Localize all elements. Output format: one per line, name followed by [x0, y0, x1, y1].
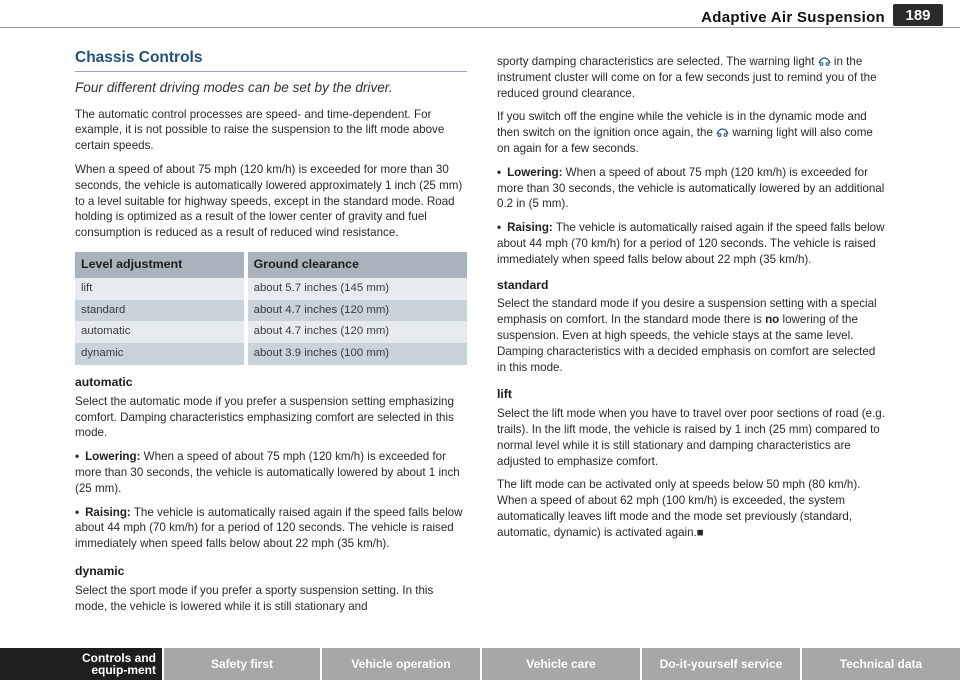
dynamic-heading: dynamic: [75, 563, 125, 578]
dynamic-continued-paragraph: [497, 54, 887, 101]
table-row: [75, 278, 467, 300]
footer-nav: [0, 648, 960, 680]
tab-vehicle-operation[interactable]: Vehicle operation: [320, 648, 480, 680]
table-cell: lift: [75, 278, 246, 300]
table-header-row: [75, 252, 467, 278]
running-header-title: Adaptive Air Suspension: [701, 9, 885, 26]
raising-text: The vehicle is automatically raised again if the speed falls below about 44 mph (70 km/h) for a period of 120 seconds. The vehicle is raised immediately when speed falls below about 22 mph (35 km/h).: [497, 221, 885, 266]
standard-heading: standard: [497, 277, 549, 292]
lift-text-1: Select the lift mode when you have to travel over poor sections of road (e.g. trails). In the lift mode, the vehicle is raised by 1 inch (25 mm) compared to normal level while it is still stationary and damping characteristics are adjusted to emphasize comfort.: [497, 407, 885, 468]
text-span: lowering of the suspension. Even at high speeds, the vehicle stays at the same level. Damping characteristics with a decided emphasis on comfort are selected in this mode.: [497, 313, 876, 374]
left-column: [75, 50, 467, 622]
suspension-warning-icon: [716, 128, 729, 137]
lowering-text: When a speed of about 75 mph (120 km/h) is exceeded for more than 30 seconds, the vehicle is automatically lowered by about 1 inch (25 mm).: [75, 450, 460, 495]
text-span: Select the standard mode if you desire a suspension setting with a special emphasis on comfort. In the standard mode there is: [497, 297, 877, 327]
table-cell: about 5.7 inches (145 mm): [246, 278, 467, 300]
automatic-heading: automatic: [75, 374, 133, 389]
automatic-text: Select the automatic mode if you prefer a suspension setting emphasizing comfort. Damping characteristics emphasizing comfort are selected in this mode.: [75, 394, 454, 440]
lift-text-2: [497, 477, 887, 540]
bold-no: no: [765, 313, 780, 327]
raising-label: Raising:: [507, 221, 553, 235]
dynamic-lowering-item: [497, 165, 887, 212]
text-span: in the instrument cluster will come on for a few seconds just to remind you of the reduced ground clearance.: [497, 55, 877, 100]
text-span: sporty damping characteristics are selected. The warning light: [497, 55, 818, 68]
table-cell: automatic: [75, 321, 246, 343]
dynamic-raising-item: [497, 220, 887, 267]
text-span: If you switch off the engine while the vehicle is in the dynamic mode and then switch on the ignition once again, the: [497, 110, 867, 140]
right-column: [497, 54, 887, 549]
automatic-lowering-item: [75, 449, 467, 496]
section-title: Chassis Controls: [75, 50, 467, 72]
lowering-label: Lowering:: [85, 450, 141, 464]
table-row: [75, 300, 467, 322]
tab-technical-data[interactable]: Technical data: [800, 648, 960, 680]
text-span: warning light will also come on again for a few seconds.: [497, 126, 873, 155]
intro-paragraph-1: The automatic control processes are speed- and time-dependent. For example, it is not possible to raise the suspension to the lift mode above certain speeds.: [75, 107, 445, 153]
table-cell: about 4.7 inches (120 mm): [246, 321, 467, 343]
end-mark: ■: [696, 525, 704, 539]
header-rule: [0, 27, 960, 28]
intro-paragraph-2: When a speed of about 75 mph (120 km/h) is exceeded for more than 30 seconds, the vehicle is automatically lowered approximately 1 inch (25 mm) to a level suitable for highway speeds, except in the standard mode. Road holding is optimized as a result of the lower center of gravity and fuel consumption is reduced as a result of reduced wind resistance.: [75, 162, 463, 240]
tab-do-it-yourself-service[interactable]: Do-it-yourself service: [640, 648, 800, 680]
table-header-level: Level adjustment: [75, 252, 246, 278]
lowering-text: When a speed of about 75 mph (120 km/h) is exceeded for more than 30 seconds, the vehicle is automatically lowered by an additional 0.2 in (5 mm).: [497, 165, 885, 211]
tab-controls-and-equipment[interactable]: [0, 648, 162, 680]
page-number: 189: [893, 4, 943, 26]
raising-label: Raising:: [85, 505, 131, 519]
table-cell: standard: [75, 300, 246, 322]
table-cell: about 4.7 inches (120 mm): [246, 300, 467, 322]
ignition-paragraph: [497, 109, 887, 156]
lift-heading: lift: [497, 387, 512, 402]
suspension-warning-icon: [818, 57, 831, 66]
table-row: [75, 343, 467, 365]
level-table: [75, 252, 467, 365]
table-header-clearance: Ground clearance: [246, 252, 467, 278]
raising-text: The vehicle is automatically raised again if the speed falls below about 44 mph (70 km/h) for a period of 120 seconds. The vehicle is raised immediately when speed falls below about 22 mph (35 km/h).: [75, 505, 463, 551]
lowering-label: Lowering:: [507, 165, 563, 179]
tab-label: Controls and equip-ment: [82, 651, 156, 677]
table-row: [75, 321, 467, 343]
table-cell: about 3.9 inches (100 mm): [246, 343, 467, 365]
tab-safety-first[interactable]: Safety first: [162, 648, 320, 680]
dynamic-text: Select the sport mode if you prefer a sporty suspension setting. In this mode, the vehicle is lowered while it is still stationary and: [75, 583, 434, 613]
tab-vehicle-care[interactable]: Vehicle care: [480, 648, 640, 680]
text-span: The lift mode can be activated only at speeds below 50 mph (80 km/h). When a speed of about 62 mph (100 km/h) is exceeded, the system automatically leaves lift mode and the mode set previously (standard, automatic, dynamic) is activated again.: [497, 478, 861, 539]
section-subtitle: Four different driving modes can be set by the driver.: [75, 79, 393, 95]
table-cell: dynamic: [75, 343, 246, 365]
automatic-raising-item: [75, 505, 467, 552]
standard-text: [497, 296, 887, 375]
